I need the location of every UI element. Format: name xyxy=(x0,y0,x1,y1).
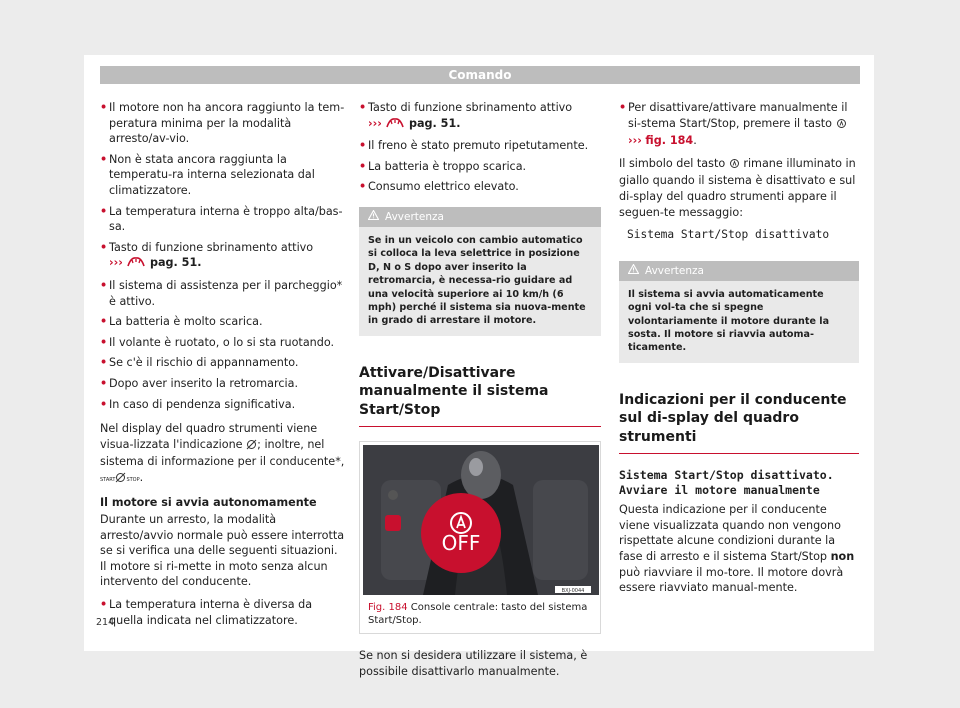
list-item: • Il sistema di assistenza per il parcheggio* è attivo. xyxy=(100,278,343,308)
section-title: Attivare/Disattivare manualmente il sistema Start/Stop xyxy=(359,364,601,428)
message-title: Sistema Start/Stop disattivato. Avviare il motore manualmente xyxy=(619,468,834,498)
figure-caption: Fig. 184 Console centrale: tasto del sistema Start/Stop. xyxy=(368,602,588,627)
display-message: Sistema Start/Stop disattivato xyxy=(627,228,830,242)
column-3 xyxy=(619,100,859,603)
list-item: • La batteria è molto scarica. xyxy=(100,315,263,329)
start-stop-icon xyxy=(729,158,740,174)
list-item: • Il freno è stato premuto ripetutamente. xyxy=(359,139,589,153)
page-number: 214 xyxy=(96,617,115,628)
warning-header: Avvertenza xyxy=(619,261,859,281)
column-2 xyxy=(359,100,601,687)
list-item: • La temperatura interna è troppo alta/bas-sa. xyxy=(100,204,343,234)
paragraph: Questa indicazione per il conducente viene visualizzata quando non vengono rispettate alcune condizioni durante la fase di arresto e il sistema Start/Stop non può riavviare il mo-tore. Il motore dovrà essere riavviato manual-mente. xyxy=(619,503,855,595)
figure xyxy=(359,441,601,634)
start-stop-crossed-icon xyxy=(246,439,257,455)
page-ref[interactable]: pag. 51. xyxy=(149,256,202,270)
subheading: Il motore si avvia autonomamente xyxy=(100,496,317,510)
list-item: • Non è stata ancora raggiunta la temperatu-ra interna selezionata dal climatizzatore. xyxy=(100,152,315,197)
warning-text: Il sistema si avvia automaticamente ogni vol-ta che si spegne volontariamente il motore durante la sosta. Il motore si riavvia automa-ticamente. xyxy=(628,288,830,354)
off-label: OFF xyxy=(441,531,481,556)
warning-icon xyxy=(628,261,639,281)
console-photo xyxy=(363,445,599,595)
warning-box xyxy=(619,261,859,363)
list-item: • Se c'è il rischio di appannamento. xyxy=(100,356,299,370)
page-header: Comando xyxy=(100,66,860,84)
list-item: • Per disattivare/attivare manualmente il si-stema Start/Stop, premere il tasto ››› fig. 184. xyxy=(619,101,848,148)
warning-text: Se in un veicolo con cambio automatico si colloca la leva selettrice in posizione D, N o S dopo aver inserito la retromarcia, è necessa-rio guidare ad una velocità superiore ai 10 km/h (6 mph) perché il sistema sia nuova-mente in grado di arrestare il motore. xyxy=(368,234,586,327)
list-item: • La batteria è troppo scarica. xyxy=(359,159,527,173)
list-item: • Tasto di funzione sbrinamento attivo ››› pag. 51. xyxy=(100,240,346,273)
warning-icon xyxy=(368,207,379,227)
figure-code: BXJ-0044 xyxy=(561,588,585,595)
warning-header: Avvertenza xyxy=(359,207,601,227)
paragraph: Nel display del quadro strumenti viene visua-lizzata l'indicazione ; inoltre, nel sistema di informazione per il conducente*, START STOP. xyxy=(100,421,346,488)
defrost-icon xyxy=(126,255,146,273)
section-title: Indicazioni per il conducente sul di-splay del quadro strumenti xyxy=(619,391,859,455)
page-ref[interactable]: pag. 51. xyxy=(408,116,461,130)
paragraph: Se non si desidera utilizzare il sistema, è possibile disattivarlo manualmente. xyxy=(359,649,588,678)
defrost-icon xyxy=(385,116,405,134)
column-1 xyxy=(100,100,346,633)
list-item: • Il motore non ha ancora raggiunto la tem-peratura minima per la modalità arresto/av-vio. xyxy=(100,101,345,146)
list-item: • Dopo aver inserito la retromarcia. xyxy=(100,376,299,390)
start-stop-crossed-icon xyxy=(115,472,126,488)
list-item: • In caso di pendenza significativa. xyxy=(100,397,296,411)
paragraph: Il simbolo del tasto rimane illuminato in giallo quando il sistema è disattivato e sul di-splay del quadro strumenti appare il seguen-te messaggio: xyxy=(619,156,856,219)
warning-box xyxy=(359,207,601,336)
list-item: • Il volante è ruotato, o lo si sta ruotando. xyxy=(100,335,335,349)
list-item: • Consumo elettrico elevato. xyxy=(359,180,519,194)
figure-ref-link[interactable]: fig. 184 xyxy=(645,134,694,148)
list-item: • La temperatura interna è diversa da quella indicata nel climatizzatore. xyxy=(100,598,313,627)
paragraph: Durante un arresto, la modalità arresto/avvio normale può essere interrotta se si verifica una delle seguenti situazioni. Il motore si ri-mette in moto senza alcun intervento del conducente. xyxy=(100,513,345,589)
start-stop-icon xyxy=(836,118,847,134)
list-item: • Tasto di funzione sbrinamento attivo ››› pag. 51. xyxy=(359,100,601,133)
